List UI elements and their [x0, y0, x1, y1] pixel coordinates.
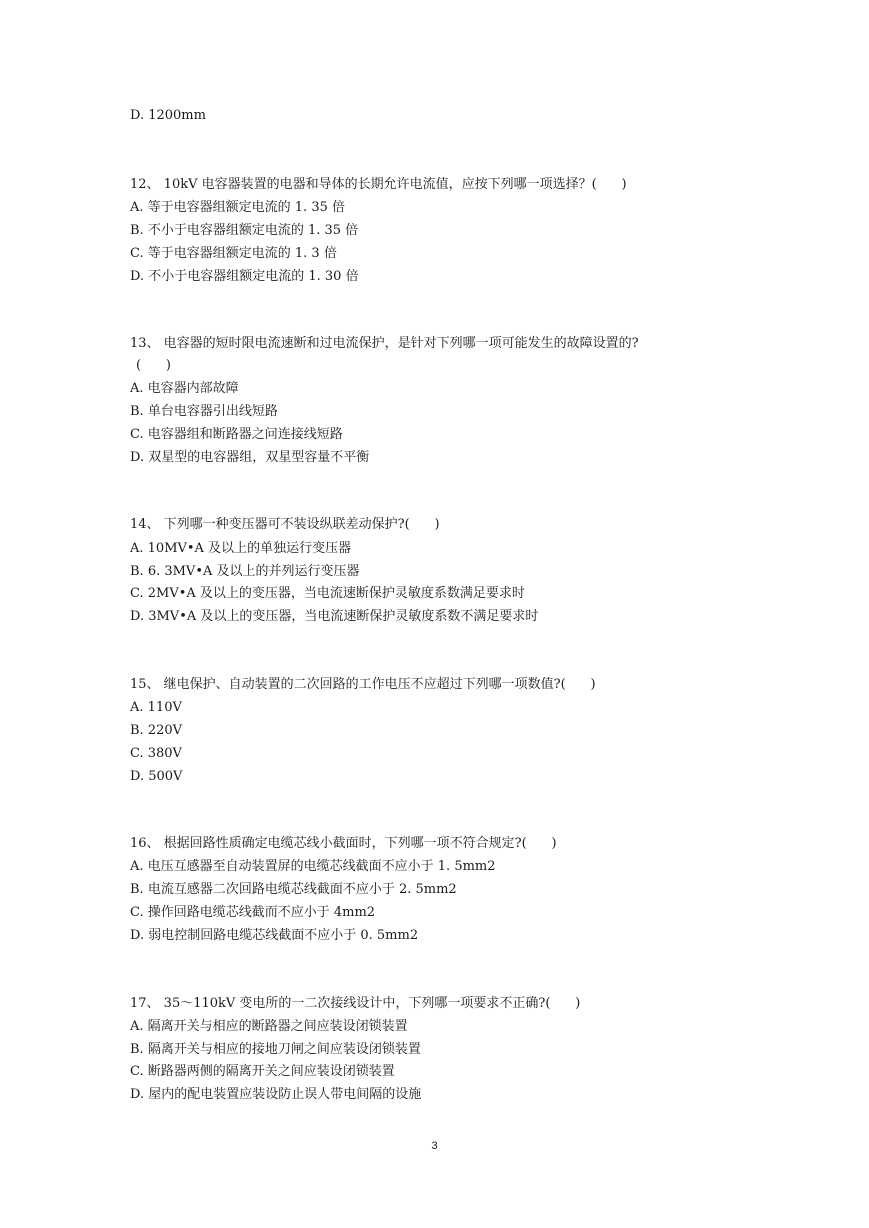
- option-b: B. 不小于电容器组额定电流的 1. 35 倍: [130, 223, 359, 238]
- question-stem: 12、 10kV 电容器装置的电器和导体的长期允许电流值，应按下列哪一项选择？( ): [130, 177, 627, 192]
- option-b: B. 6. 3MV•A 及以上的并列运行变压器: [130, 564, 360, 579]
- option-d: D. 双星型的电容器组，双星型容量不平衡: [130, 450, 370, 465]
- option-b: B. 220V: [130, 723, 183, 738]
- option-d: D. 不小于电容器组额定电流的 1. 30 倍: [130, 269, 359, 284]
- option-b: B. 单台电容器引出线短路: [130, 404, 278, 419]
- question-stem: 15、 继电保护、自动装置的二次回路的工作电压不应超过下列哪一项数值?( ): [130, 677, 596, 692]
- option-a: A. 隔离开关与相应的断路器之间应装设闭锁装置: [130, 1019, 408, 1034]
- option-c: C. 2MV•A 及以上的变压器，当电流速断保护灵敏度系数满足要求时: [130, 586, 525, 601]
- question-stem: 14、 下列哪一种变压器可不装设纵联差动保护?( ): [130, 517, 440, 532]
- option-a: A. 电压互感器至自动装置屏的电缆芯线截面不应小于 1. 5mm2: [130, 859, 496, 874]
- option-d: D. 弱电控制回路电缆芯线截面不应小于 0. 5mm2: [130, 928, 419, 943]
- option-a: A. 等于电容器组额定电流的 1. 35 倍: [130, 200, 345, 215]
- option-a: A. 10MV•A 及以上的单独运行变压器: [130, 541, 352, 556]
- option-c: C. 断路器两侧的隔离开关之间应装设闭锁装置: [130, 1064, 395, 1079]
- question-stem-continued: ( ): [136, 358, 171, 373]
- option-a: A. 110V: [130, 700, 182, 715]
- option-a: A. 电容器内部故障: [130, 381, 239, 396]
- option-c: C. 380V: [130, 746, 182, 761]
- option-b: B. 隔离开关与相应的接地刀闸之间应装设闭锁装置: [130, 1042, 421, 1057]
- option-c: C. 操作回路电缆芯线截而不应小于 4mm2: [130, 905, 376, 920]
- previous-question-option-d: D. 1200mm: [130, 108, 206, 123]
- question-stem: 16、 根据回路性质确定电缆芯线小截面时，下列哪一项不符合规定?( ): [130, 836, 557, 851]
- question-stem: 13、 电容器的短时限电流速断和过电流保护，是针对下列哪一项可能发生的故障设置的?: [130, 336, 639, 351]
- option-c: C. 等于电容器组额定电流的 1. 3 倍: [130, 246, 337, 261]
- page-number: 3: [431, 1140, 438, 1152]
- option-d: D. 屋内的配电装置应装设防止误人带电间隔的设施: [130, 1087, 422, 1102]
- option-d: D. 3MV•A 及以上的变压器，当电流速断保护灵敏度系数不满足要求时: [130, 609, 539, 624]
- option-d: D. 500V: [130, 769, 183, 784]
- option-c: C. 电容器组和断路器之问连接线短路: [130, 427, 343, 442]
- option-b: B. 电流互感器二次回路电缆芯线截面不应小于 2. 5mm2: [130, 882, 457, 897]
- question-stem: 17、 35～110kV 变电所的一二次接线设计中，下列哪一项要求不正确?( ): [130, 996, 581, 1011]
